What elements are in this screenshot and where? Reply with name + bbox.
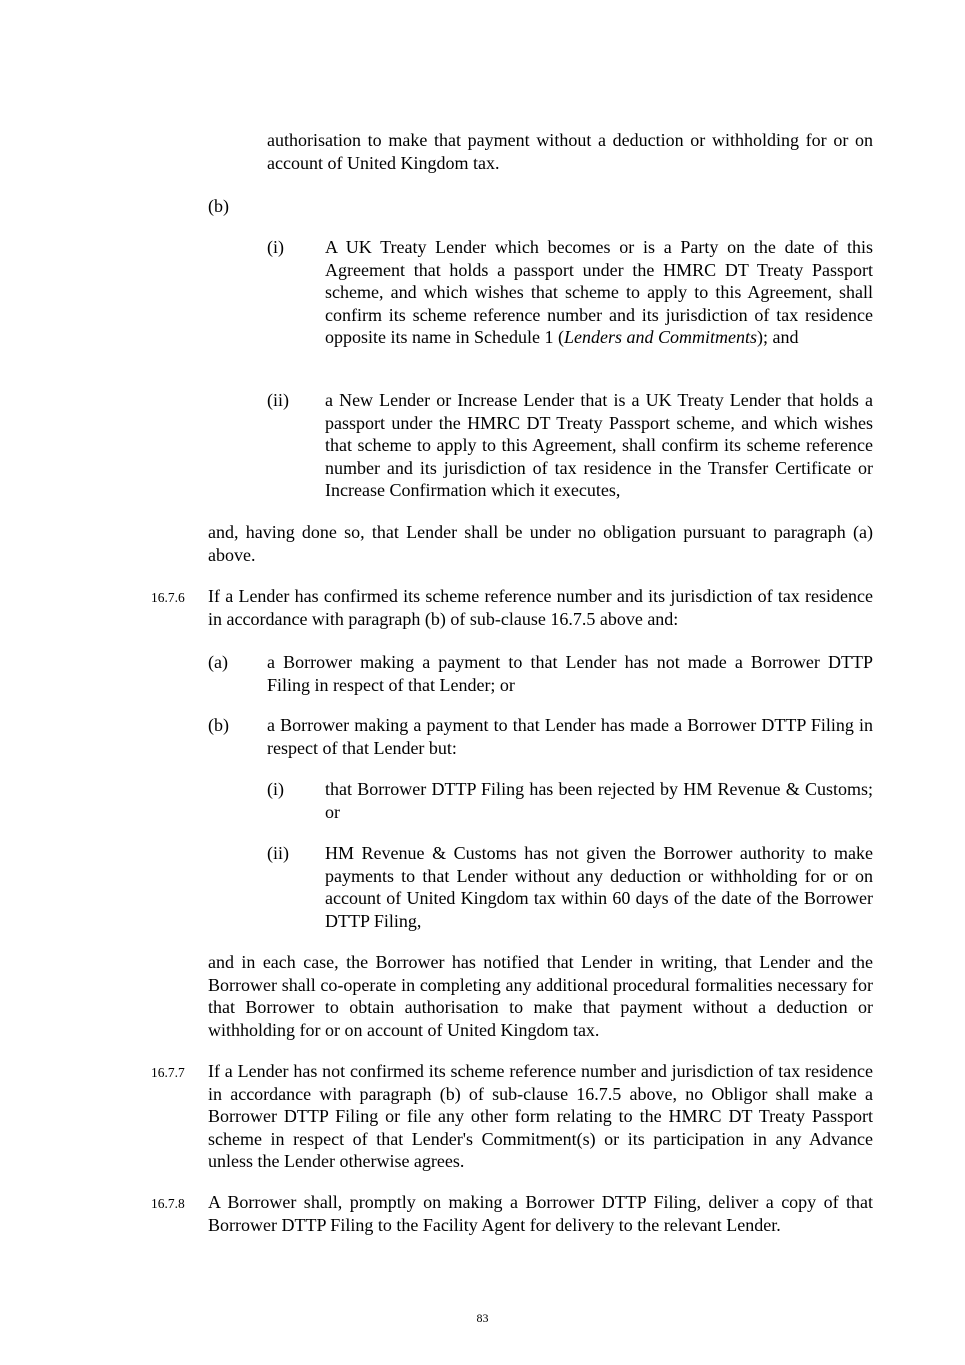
item-ii-label: (ii) xyxy=(267,390,289,410)
clause-16-7-6-b-text: a Borrower making a payment to that Lender has made a Borrower DTTP Filing in respect of that Lender but: xyxy=(267,715,873,758)
clause-16-7-6-b-i-text: that Borrower DTTP Filing has been rejected by HM Revenue & Customs; or xyxy=(325,779,873,822)
item-i-text-before: A UK Treaty Lender which becomes or is a Party on the date of this Agreement that holds a passport under the HMRC DT Treaty Passport scheme, and which wishes that scheme to apply to this Agreement, shall confirm its scheme reference number and its jurisdiction of tax residence opposite its name in Schedule 1 ( xyxy=(325,237,873,347)
clause-16-7-6-b-i-label: (i) xyxy=(267,779,284,799)
clause-16-7-6-b-ii-label: (ii) xyxy=(267,843,289,863)
clause-16-7-6-b-label: (b) xyxy=(208,715,229,735)
clause-16-7-8-text: A Borrower shall, promptly on making a Borrower DTTP Filing, deliver a copy of that Borrower DTTP Filing to the Facility Agent for delivery to the relevant Lender. xyxy=(208,1192,873,1235)
paragraph-b-closing: and, having done so, that Lender shall be under no obligation pursuant to paragraph (a) above. xyxy=(208,522,873,565)
item-i-text-after: ); and xyxy=(756,327,799,347)
clause-16-7-6-closing: and in each case, the Borrower has notified that Lender in writing, that Lender and the Borrower shall co-operate in completing any additional procedural formalities necessary for that Borrower to obtain authorisation to make that payment without a deduction or withholding for or on account of United Kingdom tax. xyxy=(208,952,873,1040)
paragraph-b-label: (b) xyxy=(208,196,229,216)
item-i-text xyxy=(325,236,873,349)
clause-16-7-7-number: 16.7.7 xyxy=(151,1065,185,1080)
page-number: 83 xyxy=(476,1311,489,1325)
clause-16-7-6-intro: If a Lender has confirmed its scheme reference number and its jurisdiction of tax residence in accordance with paragraph (b) of sub-clause 16.7.5 above and: xyxy=(208,586,873,629)
item-i-label: (i) xyxy=(267,237,284,257)
item-ii-text: a New Lender or Increase Lender that is a UK Treaty Lender that holds a passport under the HMRC DT Treaty Passport scheme, and which wishes that scheme to apply to this Agreement, shall confirm its scheme reference number and its jurisdiction of tax residence in the Transfer Certificate or Increase Confirmation which it executes, xyxy=(325,390,873,500)
clause-16-7-6-number: 16.7.6 xyxy=(151,590,185,605)
schedule-title: Lenders and Commitments xyxy=(563,327,757,347)
clause-16-7-6-a-text: a Borrower making a payment to that Lender has not made a Borrower DTTP Filing in respect of that Lender; or xyxy=(267,652,873,695)
continuation-paragraph: authorisation to make that payment without a deduction or withholding for or on account of United Kingdom tax. xyxy=(267,130,873,173)
clause-16-7-7-text: If a Lender has not confirmed its scheme reference number and jurisdiction of tax residence in accordance with paragraph (b) of sub-clause 16.7.5 above, no Obligor shall make a Borrower DTTP Filing or file any other form relating to the HMRC DT Treaty Passport scheme in respect of that Lender's Commitment(s) or its participation in any Advance unless the Lender otherwise agrees. xyxy=(208,1061,873,1171)
clause-16-7-6-b-ii-text: HM Revenue & Customs has not given the Borrower authority to make payments to that Lender without any deduction or withholding for or on account of United Kingdom tax within 60 days of the date of the Borrower DTTP Filing, xyxy=(325,843,873,931)
clause-16-7-6-a-label: (a) xyxy=(208,652,228,672)
clause-16-7-8-number: 16.7.8 xyxy=(151,1196,185,1211)
